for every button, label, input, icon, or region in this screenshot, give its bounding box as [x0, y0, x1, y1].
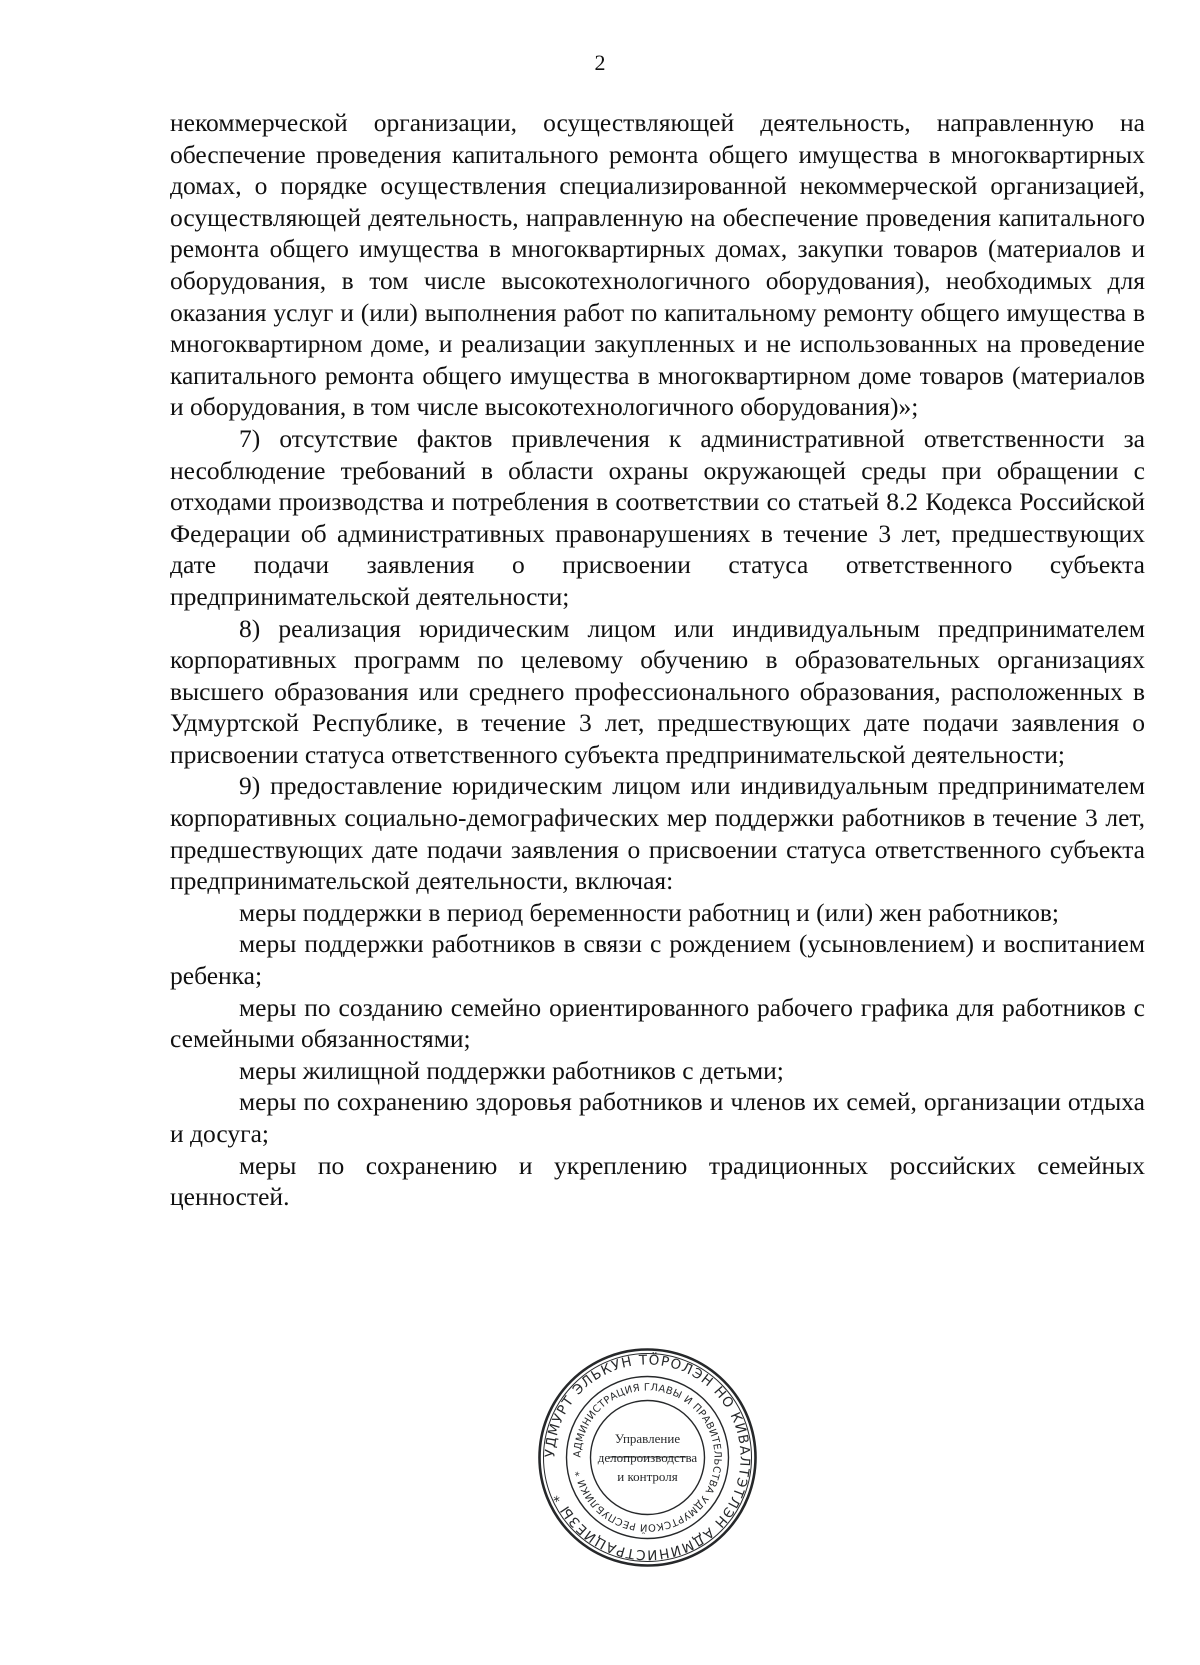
seal-center-line-3: и контроля [617, 1469, 678, 1484]
paragraph-measure-housing: меры жилищной поддержки работников с детьми; [239, 1055, 784, 1085]
official-seal-stamp [535, 1345, 760, 1570]
paragraph-measure-values: меры по сохранению и укреплению традиционных российских семейных ценностей. [170, 1150, 1145, 1212]
paragraph-item-8: 8) реализация юридическим лицом или индивидуальным предпринимателем корпоративных программ по целевому обучению в образовательных организациях высшего образования или среднего профессионального образования, расположенных в Удмуртской Республике, в течение 3 лет, предшествующих дате подачи заявления о присвоении статуса ответственного субъекта предпринимательской деятельности; [170, 613, 1145, 769]
paragraph-measure-schedule: меры по созданию семейно ориентированного рабочего графика для работников с семейными обязанностями; [170, 992, 1145, 1054]
paragraph-item-7: 7) отсутствие фактов привлечения к административной ответственности за несоблюдение требований в области охраны окружающей среды при обращении с отходами производства и потребления в соответствии со статьей 8.2 Кодекса Российской Федерации об административных правонарушениях в течение 3 лет, предшествующих дате подачи заявления о присвоении статуса ответственного субъекта предпринимательской деятельности; [170, 423, 1145, 611]
seal-center-line-1: Управление [614, 1431, 681, 1446]
paragraph-measure-pregnancy: меры поддержки в период беременности работниц и (или) жен работников; [239, 897, 1059, 927]
paragraph-measure-birth: меры поддержки работников в связи с рождением (усыновлением) и воспитанием ребенка; [170, 929, 1145, 991]
seal-inner-text: АДМИНИСТРАЦИЯ ГЛАВЫ И ПРАВИТЕЛЬСТВА УДМУРТСКОЙ РЕСПУБЛИКИ * [572, 1382, 723, 1533]
seal-center-line-2: делопроизводства [597, 1450, 698, 1465]
seal-graphic [535, 1345, 760, 1570]
paragraph-measure-health: меры по сохранению здоровья работников и членов их семей, организации отдыха и досуга; [170, 1087, 1145, 1148]
paragraph-continuation: некоммерческой организации, осуществляющей деятельность, направленную на обеспечение проведения капитального ремонта общего имущества в многоквартирных домах, о порядке осуществления специализированной некоммерческой организацией, осуществляющей деятельность, направленную на обеспечение проведения капитального ремонта общего имущества в многоквартирных домах, закупки товаров (материалов и оборудования, в том числе высокотехнологичного оборудования), необходимых для оказания услуг и (или) выполнения работ по капитальному ремонту общего имущества в многоквартирном доме, и реализации закупленных и не использованных на проведение капитального ремонта общего имущества в многоквартирном доме товаров (материалов и оборудования, в том числе высокотехнологичного оборудования)»; [170, 108, 1145, 422]
document-body [170, 107, 1145, 1213]
seal-outer-text: УДМУРТ ЭЛЬКУН ТӦРОЛЭН НО КИВАЛТЭТЛЭН АДМИНИСТРАЦИЕЗЫ * [542, 1352, 753, 1563]
page-number: 2 [594, 50, 606, 75]
paragraph-item-9: 9) предоставление юридическим лицом или индивидуальным предпринимателем корпоративных социально-демографических мер поддержки работников в течение 3 лет, предшествующих дате подачи заявления о присвоении статуса ответственного субъекта предпринимательской деятельности, включая: [170, 771, 1145, 896]
